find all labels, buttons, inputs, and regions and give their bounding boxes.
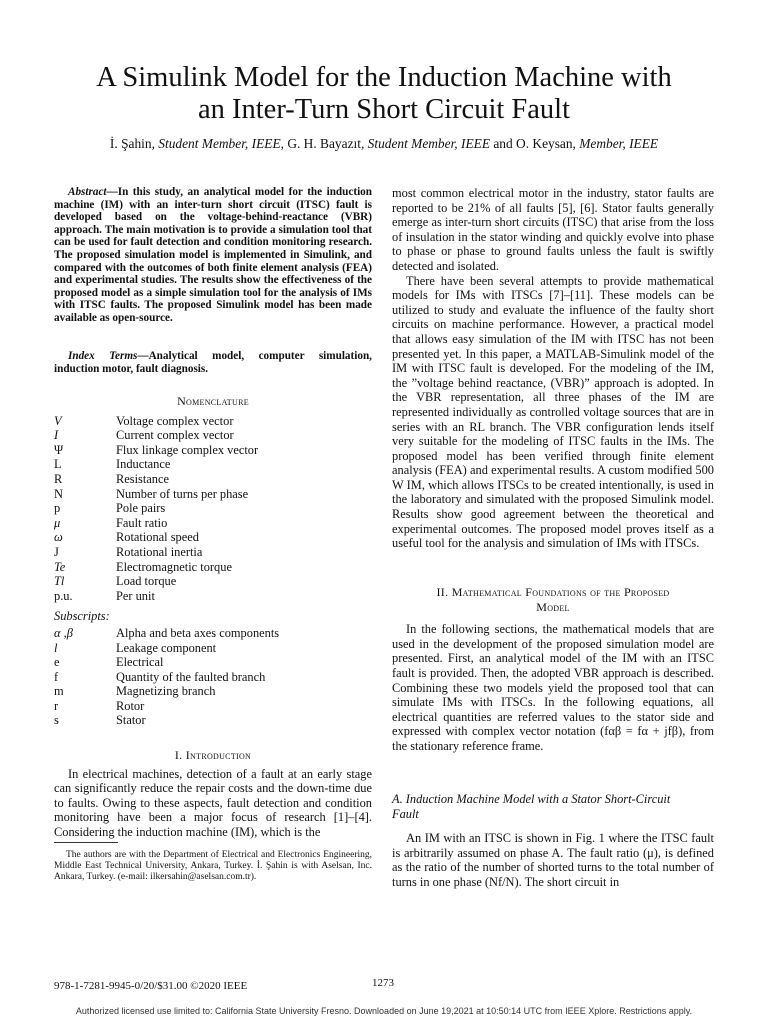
right-paragraph-1: most common electrical motor in the industry, stator faults are reported to be 21% of all faults [5], [6]. Stator faults generally emerge as inter-turn short circuits (ITSC) that arise from the loss of insulation in the stator winding and quickly evolve into phase to phase or phase to ground faults unless the fault is swiftly detected and isolated. [392,186,714,273]
footnote-rule [54,842,118,843]
subscripts-list [54,626,372,728]
author-2: , G. H. Bayazıt, [280,136,368,151]
nomenclature-row [54,443,372,458]
nomenclature-symbol: s [54,713,59,728]
nomenclature-description: Electromagnetic torque [116,559,232,574]
nomenclature-description: Pole pairs [116,501,166,516]
nomenclature-symbol: r [54,698,59,713]
nomenclature-description: Electrical [116,655,164,670]
abstract [54,186,372,325]
nomenclature-description: Quantity of the faulted branch [116,669,266,684]
introduction-section [54,748,372,840]
nomenclature-row [54,655,372,670]
nomenclature-row [54,472,372,487]
nomenclature-row [54,487,372,502]
section-2-heading-line1: II. Mathematical Foundations of the Proposed [436,585,670,599]
right-column [392,186,714,551]
nomenclature-list [54,414,372,604]
nomenclature-description: Rotational inertia [116,544,203,559]
nomenclature-row [54,684,372,699]
nomenclature-symbol: Te [54,559,66,574]
subsection-a-heading-line1: A. Induction Machine Model with a Stator Short-Circuit [392,792,671,806]
nomenclature-row [54,626,372,641]
intro-paragraph: In electrical machines, detection of a fault at an early stage can significantly reduce the repair costs and the down-time due to faults. Owing to these aspects, fault detection and condition monitoring have been a major focus of research [1]–[4]. Considering the induction machine (IM), which is the [54,766,372,839]
left-column [54,186,372,325]
title-line-2: an Inter-Turn Short Circuit Fault [197,94,571,125]
index-terms [54,350,372,375]
nomenclature-description: Magnetizing branch [116,684,216,699]
nomenclature-row [54,428,372,443]
author-1: İ. Şahin, [109,136,159,151]
nomenclature-row [54,670,372,685]
nomenclature-symbol: ω [54,530,63,545]
nomenclature-symbol: μ [54,515,61,530]
author-2-role: Student Member, IEEE [367,136,490,151]
nomenclature-row [54,457,372,472]
nomenclature-row [54,699,372,714]
author-3: and O. Keysan, [490,136,580,151]
nomenclature-description: Number of turns per phase [116,486,249,501]
nomenclature-symbol: R [54,471,63,486]
nomenclature-description: Load torque [116,574,177,589]
subsection-a [392,792,714,890]
section-2-heading-line2: Model [536,599,570,614]
nomenclature-symbol: V [54,413,62,428]
nomenclature-symbol: Ψ [54,442,64,457]
section-2-paragraph: In the following sections, the mathematical models that are used in the development of the proposed simulation model are presented. First, an analytical model of the IM with an ITSC fault is provided. Then, the adopted VBR approach is described. Combining these two models yield the proposed tool that can simulate IMs with ITSCs. In the following equations, all electrical quantities are referred values to the stator side and expressed with complex vector notation (fαβ = fα + jfβ), from the stationary reference frame. [392,622,714,753]
nomenclature-symbol: m [54,684,64,699]
nomenclature-description: Inductance [116,457,171,472]
nomenclature-heading: Nomenclature [177,394,249,408]
nomenclature-description: Current complex vector [116,428,234,443]
index-terms-text: —Analytical model, computer simulation, induction motor, fault diagnosis. [54,350,372,375]
title-line-1: A Simulink Model for the Induction Machine with [96,62,672,93]
nomenclature-description: Leakage component [116,640,217,655]
nomenclature-description: Rotational speed [116,530,199,545]
nomenclature-section [54,394,372,728]
subsection-a-paragraph: An IM with an ITSC is shown in Fig. 1 where the ITSC fault is arbitrarily assumed on phase A. The fault ratio (μ), is defined as the ratio of the number of shorted turns to the total number of turns in one phase (Nf/N). The short circuit in [392,831,714,889]
nomenclature-description: Stator [116,713,146,728]
nomenclature-row [54,414,372,429]
index-terms-block [54,350,372,375]
nomenclature-symbol: e [54,655,60,670]
nomenclature-row [54,574,372,589]
intro-heading: I. Introduction [174,748,252,762]
page-number: 1273 [372,977,394,989]
nomenclature-symbol: l [54,640,58,655]
nomenclature-description: Fault ratio [116,515,168,530]
nomenclature-row [54,589,372,604]
subsection-a-heading-line2: Fault [392,806,419,821]
nomenclature-row [54,501,372,516]
right-paragraph-2: There have been several attempts to provide mathematical models for IMs with ITSCs [7]–[11]. These models can be utilized to study and evaluate the influence of the faulty short circuits on machine performance. However, a practical model that allows easy simulation of the IM with ITSC has not been presented yet. In this paper, a MATLAB-Simulink model of the IM with ITSC fault is developed. For the modeling of the IM, the ”voltage behind reactance, (VBR)” approach is adopted. In the VBR representation, all three phases of the IM are represented individually as controlled voltage sources that are in series with an RL branch. The VBR configuration lends itself very suitable for the modeling of ITSC faults in the IMs. The proposed model has been verified through finite element analysis (FEA) and experimental results. A custom modified 500 W IM, which allows ITSCs to be created intentionally, is used in the laboratory and simulated with the proposed Simulink model. Results show good agreement between the theoretical and experimental outcomes. The proposed model proves itself as a useful tool for the analysis and simulation of IMs with ITSCs. [392,273,714,551]
nomenclature-description: Alpha and beta axes components [116,625,280,640]
section-2 [392,585,714,754]
nomenclature-description: Per unit [116,588,155,603]
subscripts-heading: Subscripts: [54,609,110,624]
authorized-use-banner: Authorized licensed use limited to: California State University Fresno. Downloaded on June 19,2021 at 10:50:14 UTC from IEEE Xplore. Restrictions apply. [75,1006,693,1016]
author-1-role: Student Member, IEEE [158,136,281,151]
nomenclature-symbol: α ,β [54,625,73,640]
nomenclature-description: Flux linkage complex vector [116,442,259,457]
nomenclature-description: Voltage complex vector [116,413,234,428]
nomenclature-row [54,713,372,728]
nomenclature-symbol: L [54,457,62,472]
author-3-role: Member, IEEE [579,136,659,151]
nomenclature-row [54,545,372,560]
nomenclature-row [54,516,372,531]
nomenclature-symbol: N [54,486,63,501]
nomenclature-symbol: I [54,428,59,443]
nomenclature-symbol: p [54,501,61,516]
author-line [0,136,768,152]
nomenclature-symbol: J [54,544,59,559]
nomenclature-row [54,641,372,656]
abstract-label: Abstract [68,186,107,198]
nomenclature-row [54,560,372,575]
paper-title [0,62,768,126]
abstract-text: —In this study, an analytical model for the induction machine (IM) with an inter-turn short circuit (ITSC) fault is developed based on the voltage-behind-reactance (VBR) approach. The main motivation is to provide a simulation tool that can be used for fault detection and condition monitoring research. The proposed simulation model is implemented in Simulink, and compared with the outcomes of both finite element analysis (FEA) and experimental studies. The results show the effectiveness of the proposed model as a simple simulation tool for the analysis of IMs with ITSC faults. The proposed Simulink model has been made available as open-source. [54,186,372,324]
isbn-line: 978-1-7281-9945-0/20/$31.00 ©2020 IEEE [54,980,248,992]
nomenclature-symbol: f [54,669,59,684]
nomenclature-description: Resistance [116,471,169,486]
nomenclature-row [54,530,372,545]
nomenclature-symbol: p.u. [54,588,73,603]
nomenclature-description: Rotor [116,698,145,713]
nomenclature-symbol: Tl [54,574,65,589]
index-terms-label: Index Terms [68,350,138,362]
footnote: The authors are with the Department of Electrical and Electronics Engineering, Middle East Technical University, Ankara, Turkey. İ. Şahin is with Aselsan, Inc. Ankara, Turkey. (e-mail: ilkersahin@aselsan.com.tr). [54,850,372,882]
